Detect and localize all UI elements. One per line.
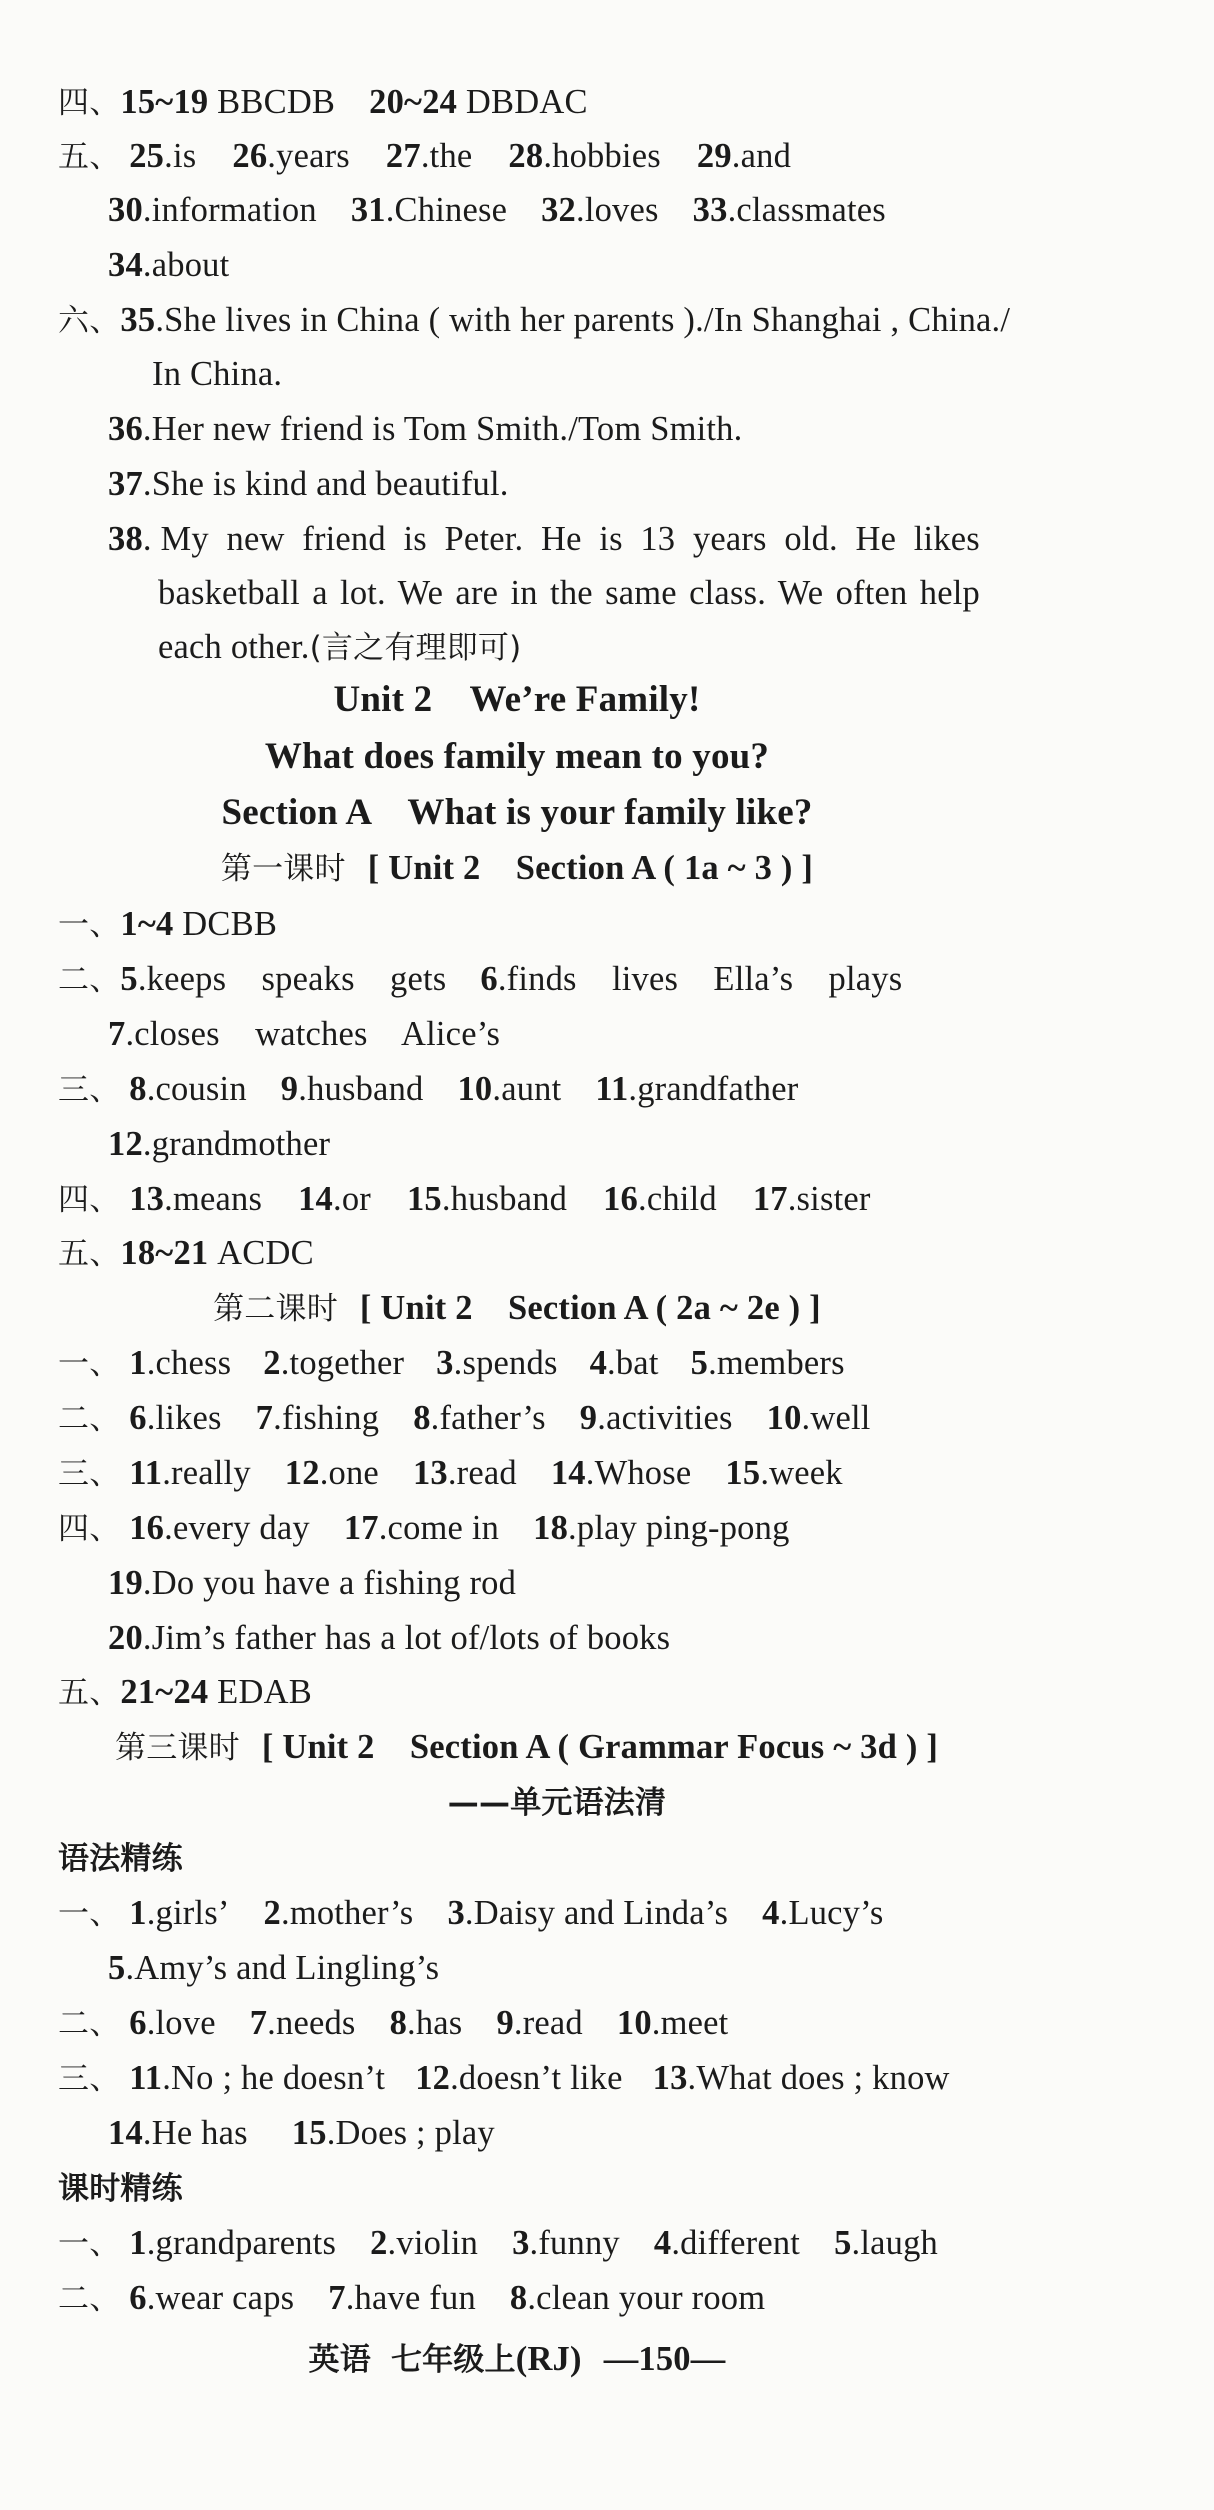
item-answer: .and — [731, 137, 792, 175]
item-number: 17 — [752, 1180, 788, 1218]
item-number: 14 — [108, 2114, 143, 2152]
item-answer: .aunt — [492, 1070, 562, 1108]
unit-subtitle: What does family mean to you? — [264, 736, 770, 777]
item-number: 28 — [508, 137, 544, 175]
item-answer: .grandmother — [142, 1125, 331, 1163]
item-number: 2 — [263, 1894, 281, 1932]
item-answer: .well — [801, 1399, 871, 1437]
item-answer: .different — [671, 2224, 801, 2262]
grammar-practice-label: 语法精练 — [58, 1841, 183, 1877]
answer-line: 三、 8.cousin 9.husband 10.aunt 11.grandfather — [58, 1070, 799, 1108]
item-number: 13 — [129, 1180, 165, 1218]
answer-line — [108, 1616, 670, 1660]
item-answer: .one — [319, 1454, 379, 1492]
item-number: 27 — [385, 137, 421, 175]
item-number: 4 — [589, 1344, 608, 1382]
item-answer: .every day — [164, 1509, 310, 1547]
answer-line: 三、 11.No ; he doesn’t 12.doesn’t like 13.What does ; know — [58, 2059, 950, 2097]
item-number: 10 — [766, 1399, 802, 1437]
lesson-title: 第一课时 [ Unit 2 Section A ( 1a ~ 3 ) ] — [220, 849, 814, 887]
item-answer: .classmates — [727, 191, 886, 229]
item-answer: .Does ; play — [326, 2114, 495, 2152]
item-number: 1 — [129, 1894, 147, 1932]
item-number: 32 — [541, 191, 576, 229]
item-number: 14 — [298, 1180, 334, 1218]
item-number: 11 — [129, 1454, 163, 1492]
item-answer: .funny — [529, 2224, 620, 2262]
item-number: 5 — [834, 2224, 852, 2262]
answer-line: In China. — [152, 355, 283, 393]
item-number: 9 — [579, 1399, 598, 1437]
item-number: 4 — [762, 1894, 780, 1932]
item-answer: .girls’ — [146, 1894, 230, 1932]
item-number: 13 — [412, 1454, 448, 1492]
answer-line — [108, 1561, 516, 1605]
section-title: Section A What is your family like? — [221, 792, 813, 833]
item-number: 9 — [496, 2004, 514, 2042]
item-number: 6 — [129, 2279, 147, 2317]
answer-line: 四、 16.every day 17.come in 18.play ping-pong — [58, 1509, 790, 1547]
answer-line: 37.She is kind and beautiful. — [108, 465, 509, 503]
item-number: 14 — [550, 1454, 586, 1492]
item-answer: .meet — [651, 2004, 729, 2042]
item-number: 5 — [108, 1949, 126, 1987]
answer-line: 四、 13.means 14.or 15.husband 16.child 17.sister — [58, 1180, 871, 1218]
item-number: 16 — [603, 1180, 639, 1218]
answer-line — [108, 188, 886, 232]
item-answer: .really — [162, 1454, 251, 1492]
answer-line: basketball a lot. We are in the same class. We often help — [158, 574, 980, 612]
item-number: 10 — [457, 1070, 493, 1108]
item-number: 2 — [263, 1344, 281, 1382]
item-answer: .come in — [378, 1509, 500, 1547]
item-number: 19 — [108, 1564, 143, 1602]
answer-line — [108, 1122, 330, 1166]
answer-line — [108, 1946, 439, 1990]
answer-line: 二、 6.love 7.needs 8.has 9.read 10.meet — [58, 2004, 729, 2042]
item-number: 6 — [129, 1399, 147, 1437]
item-answer: .members — [708, 1344, 845, 1382]
item-answer: .husband — [441, 1180, 568, 1218]
item-number: 8 — [509, 2279, 528, 2317]
answer-line: 三、 11.really 12.one 13.read 14.Whose 15.week — [58, 1454, 843, 1492]
answer-line: 38. My new friend is Peter. He is 13 years old. He likes — [108, 520, 980, 558]
item-answer: .have fun — [345, 2279, 476, 2317]
item-answer: .years — [267, 137, 350, 175]
lesson-title: 第二课时 [ Unit 2 Section A ( 2a ~ 2e ) ] — [213, 1289, 821, 1327]
item-number: 3 — [447, 1894, 465, 1932]
item-number: 13 — [652, 2059, 688, 2097]
item-number: 2 — [370, 2224, 388, 2262]
item-number: 1 — [129, 2224, 147, 2262]
answer-line: 四、15~19 BBCDB 20~24 DBDAC — [58, 83, 588, 121]
item-number: 12 — [415, 2059, 451, 2097]
item-number: 6 — [129, 2004, 147, 2042]
item-number: 8 — [413, 1399, 431, 1437]
item-number: 3 — [512, 2224, 530, 2262]
lesson-title: 第三课时 [ Unit 2 Section A ( Grammar Focus ~ 3d ) ] — [115, 1728, 939, 1766]
answer-line: 二、 6.wear caps 7.have fun 8.clean your room — [58, 2279, 766, 2317]
item-answer: .Whose — [585, 1454, 692, 1492]
answer-line — [108, 2111, 495, 2155]
answer-line: 一、 1.chess 2.together 3.spends 4.bat 5.members — [58, 1344, 845, 1382]
item-number: 34 — [108, 246, 143, 284]
item-answer: .play ping-pong — [568, 1509, 790, 1547]
item-answer: .activities — [597, 1399, 733, 1437]
item-number: 11 — [129, 2059, 163, 2097]
answer-line: 二、5.keeps speaks gets 6.finds lives Ella’s plays — [58, 960, 903, 998]
item-answer: .or — [333, 1180, 371, 1218]
item-number: 26 — [232, 137, 268, 175]
item-answer: .child — [638, 1180, 717, 1218]
item-number: 20 — [108, 1619, 143, 1657]
answer-line: 五、 25.is 26.years 27.the 28.hobbies 29.and — [58, 137, 792, 175]
item-answer: .No ; he doesn’t — [162, 2059, 386, 2097]
answer-line: 一、1~4 DCBB — [58, 905, 278, 943]
answer-line: 二、 6.likes 7.fishing 8.father’s 9.activities 10.well — [58, 1399, 871, 1437]
item-answer: .fishing — [273, 1399, 380, 1437]
item-number: 15 — [291, 2114, 327, 2152]
item-number: 8 — [129, 1070, 147, 1108]
item-number: 8 — [389, 2004, 408, 2042]
item-answer: .together — [280, 1344, 405, 1382]
item-answer: .needs — [267, 2004, 356, 2042]
answer-line: 36.Her new friend is Tom Smith./Tom Smith. — [108, 410, 743, 448]
item-number: 16 — [129, 1509, 165, 1547]
item-number: 11 — [595, 1070, 629, 1108]
item-answer: .violin — [387, 2224, 479, 2262]
item-answer: .grandfather — [628, 1070, 799, 1108]
item-answer: .wear caps — [146, 2279, 295, 2317]
item-answer: .bat — [607, 1344, 659, 1382]
item-answer: .Lucy’s — [779, 1894, 884, 1932]
answer-line: 7.closes watches Alice’s — [108, 1015, 501, 1053]
item-answer: .has — [407, 2004, 463, 2042]
answer-line: 五、21~24 EDAB — [58, 1673, 312, 1711]
item-answer: .about — [142, 246, 230, 284]
item-answer: .is — [164, 137, 197, 175]
page-footer: 英语 七年级上(RJ) —150— — [308, 2340, 726, 2378]
item-answer: .Jim’s father has a lot of/lots of books — [142, 1619, 671, 1657]
item-number: 4 — [653, 2224, 672, 2262]
item-number: 7 — [328, 2279, 346, 2317]
item-answer: .laugh — [851, 2224, 939, 2262]
item-answer: .Daisy and Linda’s — [464, 1894, 729, 1932]
item-answer: .loves — [576, 191, 659, 229]
item-answer: .Do you have a fishing rod — [142, 1564, 517, 1602]
item-number: 17 — [343, 1509, 379, 1547]
item-answer: .mother’s — [281, 1894, 414, 1932]
page-number: —150— — [603, 2340, 726, 2378]
item-answer: .husband — [298, 1070, 424, 1108]
item-number: 7 — [255, 1399, 274, 1437]
answer-line — [108, 243, 229, 287]
item-answer: .means — [164, 1180, 263, 1218]
item-answer: .the — [420, 137, 473, 175]
item-answer: .father’s — [430, 1399, 546, 1437]
item-answer: .week — [760, 1454, 843, 1492]
answer-line: each other.(言之有理即可) — [158, 628, 522, 666]
answer-line: 一、 1.grandparents 2.violin 3.funny 4.different 5.laugh — [58, 2224, 939, 2262]
item-number: 7 — [249, 2004, 268, 2042]
item-answer: .Amy’s and Lingling’s — [125, 1949, 440, 1987]
item-number: 30 — [108, 191, 143, 229]
item-answer: .He has — [142, 2114, 248, 2152]
item-number: 1 — [129, 1344, 147, 1382]
item-answer: .spends — [453, 1344, 558, 1382]
item-number: 3 — [436, 1344, 454, 1382]
item-answer: .chess — [146, 1344, 232, 1382]
item-number: 10 — [616, 2004, 652, 2042]
item-number: 25 — [129, 137, 165, 175]
item-number: 12 — [108, 1125, 143, 1163]
item-number: 9 — [280, 1070, 299, 1108]
item-answer: .read — [447, 1454, 517, 1492]
item-number: 33 — [692, 191, 728, 229]
item-number: 29 — [696, 137, 732, 175]
answer-line: 五、18~21 ACDC — [58, 1234, 314, 1272]
answer-line: 一、 1.girls’ 2.mother’s 3.Daisy and Linda’s 4.Lucy’s — [58, 1894, 884, 1932]
answer-line: 六、35.She lives in China ( with her parents )./In Shanghai , China./ — [58, 301, 1011, 339]
lesson-subtitle: ——单元语法清 — [447, 1785, 667, 1821]
item-answer: .love — [146, 2004, 216, 2042]
item-answer: .grandparents — [146, 2224, 337, 2262]
item-number: 18 — [533, 1509, 569, 1547]
item-answer: .What does ; know — [687, 2059, 950, 2097]
item-answer: .read — [513, 2004, 583, 2042]
item-answer: .Chinese — [385, 191, 508, 229]
lesson-practice-label: 课时精练 — [58, 2171, 183, 2207]
item-answer: .clean your room — [527, 2279, 766, 2317]
unit-title: Unit 2 We’re Family! — [333, 679, 701, 720]
item-answer: .doesn’t like — [450, 2059, 623, 2097]
item-number: 5 — [690, 1344, 709, 1382]
item-number: 31 — [350, 191, 386, 229]
item-answer: .sister — [787, 1180, 871, 1218]
item-answer: .hobbies — [543, 137, 661, 175]
item-answer: .information — [142, 191, 317, 229]
item-number: 12 — [284, 1454, 320, 1492]
item-number: 15 — [725, 1454, 761, 1492]
item-answer: .cousin — [146, 1070, 247, 1108]
item-number: 15 — [406, 1180, 442, 1218]
item-answer: .likes — [146, 1399, 222, 1437]
